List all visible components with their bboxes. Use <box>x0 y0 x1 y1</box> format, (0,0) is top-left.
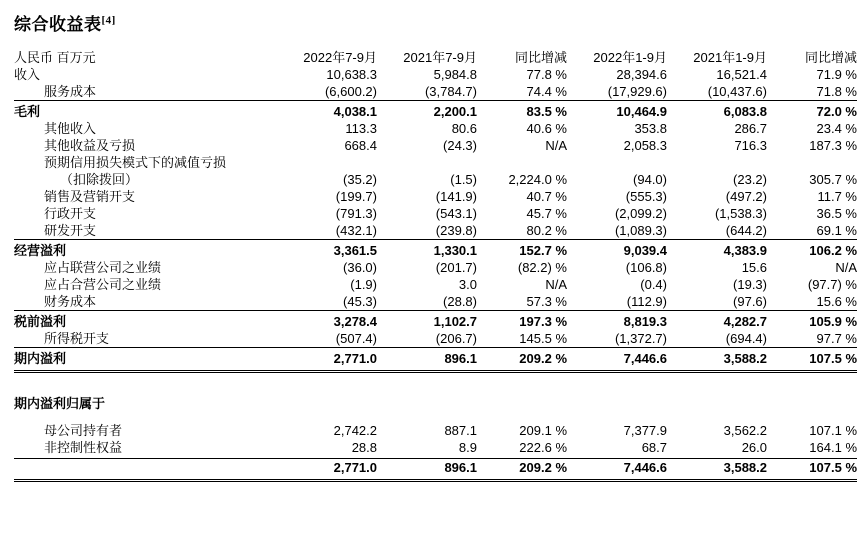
row-value <box>567 372 667 396</box>
row-value: (0.4) <box>640 277 667 292</box>
row-label: 毛利 <box>14 101 277 121</box>
page-title-text: 综合收益表 <box>14 15 102 34</box>
row-value: 4,038.1 <box>277 101 377 121</box>
row-value: 145.5 % <box>519 331 567 346</box>
row-label: 行政开支 <box>44 206 97 221</box>
row-value: 23.4 % <box>816 121 857 136</box>
row-value <box>377 395 477 412</box>
row-value: 10,638.3 <box>326 67 377 82</box>
row-label <box>14 459 277 481</box>
row-value <box>377 412 477 422</box>
column-header-2: 同比增减 <box>514 50 567 65</box>
table-row <box>14 412 857 422</box>
row-label: 财务成本 <box>44 294 97 309</box>
table-row <box>14 120 857 137</box>
row-value <box>667 395 767 412</box>
table-row <box>14 83 857 101</box>
row-value: N/A <box>545 138 567 153</box>
row-value: 3,278.4 <box>277 311 377 331</box>
row-value: 36.5 % <box>816 206 857 221</box>
column-header-5: 同比增减 <box>804 50 857 65</box>
table-row <box>14 240 857 260</box>
column-header-1: 2021年7-9月 <box>403 50 477 65</box>
table-header-row <box>14 49 857 66</box>
row-value: 668.4 <box>344 138 377 153</box>
row-value: 3.0 <box>458 277 477 292</box>
row-value: 4,383.9 <box>667 240 767 260</box>
row-label: 其他收入 <box>44 121 97 136</box>
row-value: (206.7) <box>435 331 477 346</box>
row-value: 10,464.9 <box>567 101 667 121</box>
row-value: (6,600.2) <box>324 84 377 99</box>
row-value <box>767 372 857 396</box>
row-value: 353.8 <box>634 121 667 136</box>
table-row <box>14 422 857 439</box>
row-value: (1,372.7) <box>614 331 667 346</box>
row-value: (644.2) <box>725 223 767 238</box>
row-value: 71.8 % <box>816 84 857 99</box>
row-value: (1,089.3) <box>614 223 667 238</box>
row-label: 所得税开支 <box>44 331 110 346</box>
table-row <box>14 276 857 293</box>
row-value: 83.5 % <box>477 101 567 121</box>
row-value: 106.2 % <box>767 240 857 260</box>
row-value: 113.3 <box>345 121 377 136</box>
row-value: 9,039.4 <box>567 240 667 260</box>
row-value <box>667 372 767 396</box>
row-value: 2,771.0 <box>277 459 377 481</box>
row-value: (112.9) <box>626 294 667 309</box>
table-body <box>14 66 857 481</box>
row-value <box>767 412 857 422</box>
row-value: (1.9) <box>350 277 377 292</box>
row-value: 57.3 % <box>526 294 567 309</box>
row-value: 74.4 % <box>526 84 567 99</box>
row-value: 8,819.3 <box>567 311 667 331</box>
row-value: (24.3) <box>443 138 477 153</box>
row-label: 服务成本 <box>44 84 97 99</box>
row-label: 其他收益及亏损 <box>44 138 136 153</box>
row-value: 1,330.1 <box>377 240 477 260</box>
row-value: 40.7 % <box>526 189 567 204</box>
row-value: (239.8) <box>435 223 477 238</box>
row-value: (791.3) <box>335 206 377 221</box>
row-value: (141.9) <box>435 189 477 204</box>
row-value <box>567 395 667 412</box>
row-value: 209.1 % <box>519 423 567 438</box>
row-value: 80.2 % <box>526 223 567 238</box>
row-value <box>567 154 667 171</box>
row-value: (555.3) <box>625 189 667 204</box>
row-value: (543.1) <box>435 206 477 221</box>
row-value: N/A <box>835 260 857 275</box>
row-value <box>377 154 477 171</box>
row-value: 2,742.2 <box>333 423 377 438</box>
column-header-4: 2021年1-9月 <box>693 50 767 65</box>
row-label: 母公司持有者 <box>44 423 123 438</box>
row-label: （扣除拨回） <box>60 172 139 187</box>
row-label: 非控制性权益 <box>14 439 277 459</box>
row-value: 3,588.2 <box>667 348 767 372</box>
table-row <box>14 372 857 396</box>
row-value: 71.9 % <box>816 67 857 82</box>
row-value: (694.4) <box>725 331 767 346</box>
row-value: (36.0) <box>343 260 377 275</box>
row-value: (106.8) <box>625 260 667 275</box>
row-value: (432.1) <box>335 223 377 238</box>
row-value: (35.2) <box>343 172 377 187</box>
page-title-footnote: [4] <box>101 14 116 27</box>
row-label: 应占联营公司之业绩 <box>44 260 162 275</box>
row-value: (94.0) <box>633 172 667 187</box>
row-value: (45.3) <box>343 294 377 309</box>
row-label <box>14 372 277 396</box>
row-value: 896.1 <box>377 348 477 372</box>
row-value: 80.6 <box>451 121 477 136</box>
row-label: 期内溢利归属于 <box>14 396 106 411</box>
row-value: (2,099.2) <box>614 206 667 221</box>
row-value: 7,446.6 <box>567 348 667 372</box>
row-value: 305.7 % <box>809 172 857 187</box>
row-value: (97.7) % <box>807 277 857 292</box>
row-value: 11.7 % <box>817 189 857 204</box>
row-value: 716.3 <box>734 138 767 153</box>
row-value <box>667 412 767 422</box>
row-value: 15.6 % <box>816 294 857 309</box>
row-value: 887.1 <box>444 423 477 438</box>
row-value <box>377 372 477 396</box>
row-value: 197.3 % <box>477 311 567 331</box>
row-value: 77.8 % <box>526 67 567 82</box>
row-value: 105.9 % <box>767 311 857 331</box>
row-value: (23.2) <box>733 172 767 187</box>
table-row <box>14 395 857 412</box>
row-label: 预期信用损失模式下的减值亏损 <box>44 155 227 170</box>
row-label: 期内溢利 <box>14 348 277 372</box>
row-value: 26.0 <box>667 439 767 459</box>
column-header-3: 2022年1-9月 <box>593 50 667 65</box>
row-value: 107.5 % <box>767 348 857 372</box>
row-value: 2,771.0 <box>277 348 377 372</box>
table-row <box>14 205 857 222</box>
column-header-label: 人民币 百万元 <box>14 50 96 65</box>
row-value: 107.1 % <box>809 423 857 438</box>
row-value: 164.1 % <box>767 439 857 459</box>
row-label: 应占合营公司之业绩 <box>44 277 162 292</box>
row-value: 222.6 % <box>477 439 567 459</box>
row-value <box>477 372 567 396</box>
row-value: 209.2 % <box>477 348 567 372</box>
table-row <box>14 188 857 205</box>
row-value: 2,200.1 <box>377 101 477 121</box>
row-value: 4,282.7 <box>667 311 767 331</box>
row-value: 209.2 % <box>477 459 567 481</box>
row-value: 7,377.9 <box>623 423 667 438</box>
row-value <box>277 395 377 412</box>
row-value <box>277 372 377 396</box>
row-value: 3,562.2 <box>723 423 767 438</box>
row-value: 107.5 % <box>767 459 857 481</box>
row-value: 2,058.3 <box>623 138 667 153</box>
row-value: 72.0 % <box>767 101 857 121</box>
table-row <box>14 330 857 348</box>
row-value: 5,984.8 <box>433 67 477 82</box>
table-row <box>14 222 857 240</box>
row-label: 经营溢利 <box>14 240 277 260</box>
row-value <box>767 154 857 171</box>
row-value <box>567 412 667 422</box>
row-value: (1.5) <box>450 172 477 187</box>
row-value: 3,588.2 <box>667 459 767 481</box>
row-value: (497.2) <box>725 189 767 204</box>
row-label: 研发开支 <box>44 223 97 238</box>
row-value <box>767 395 857 412</box>
row-value: 2,224.0 % <box>508 172 567 187</box>
table-row <box>14 101 857 121</box>
row-value <box>477 412 567 422</box>
row-value: (97.6) <box>733 294 767 309</box>
row-value: (28.8) <box>443 294 477 309</box>
table-row <box>14 459 857 481</box>
row-value: 40.6 % <box>526 121 567 136</box>
page-title <box>14 10 843 35</box>
table-row <box>14 439 857 459</box>
row-value: 28.8 <box>277 439 377 459</box>
row-value: (1,538.3) <box>714 206 767 221</box>
row-value: (10,437.6) <box>707 84 767 99</box>
row-value: 45.7 % <box>526 206 567 221</box>
row-value: (3,784.7) <box>424 84 477 99</box>
table-row <box>14 137 857 154</box>
table-row <box>14 154 857 171</box>
row-label: 销售及营销开支 <box>44 189 136 204</box>
row-value: 68.7 <box>567 439 667 459</box>
table-row <box>14 171 857 188</box>
row-value: 3,361.5 <box>277 240 377 260</box>
row-value <box>477 395 567 412</box>
row-value: (199.7) <box>335 189 377 204</box>
row-value: (19.3) <box>733 277 767 292</box>
row-value: 152.7 % <box>477 240 567 260</box>
row-value: 16,521.4 <box>716 67 767 82</box>
table-row <box>14 348 857 372</box>
row-value: (201.7) <box>435 260 477 275</box>
row-value: 1,102.7 <box>377 311 477 331</box>
row-value: 97.7 % <box>816 331 857 346</box>
row-value: 286.7 <box>734 121 767 136</box>
table-row <box>14 259 857 276</box>
row-value: (507.4) <box>335 331 377 346</box>
row-value: 15.6 <box>741 260 767 275</box>
row-value: 69.1 % <box>816 223 857 238</box>
row-value: 8.9 <box>377 439 477 459</box>
table-header <box>14 49 857 66</box>
row-value <box>477 154 567 171</box>
row-value: N/A <box>545 277 567 292</box>
row-value <box>277 154 377 171</box>
row-value: 6,083.8 <box>667 101 767 121</box>
table-row <box>14 311 857 331</box>
table-row <box>14 293 857 311</box>
row-label: 税前溢利 <box>14 311 277 331</box>
row-value: 7,446.6 <box>567 459 667 481</box>
row-label: 收入 <box>14 67 41 82</box>
row-value: 187.3 % <box>809 138 857 153</box>
income-statement-table <box>14 49 857 482</box>
row-value: 28,394.6 <box>616 67 667 82</box>
row-value <box>667 154 767 171</box>
row-value: (17,929.6) <box>607 84 667 99</box>
row-label <box>14 412 277 422</box>
row-value: (82.2) % <box>517 260 567 275</box>
row-value: 896.1 <box>377 459 477 481</box>
table-row <box>14 66 857 83</box>
row-value <box>277 412 377 422</box>
column-header-0: 2022年7-9月 <box>303 50 377 65</box>
